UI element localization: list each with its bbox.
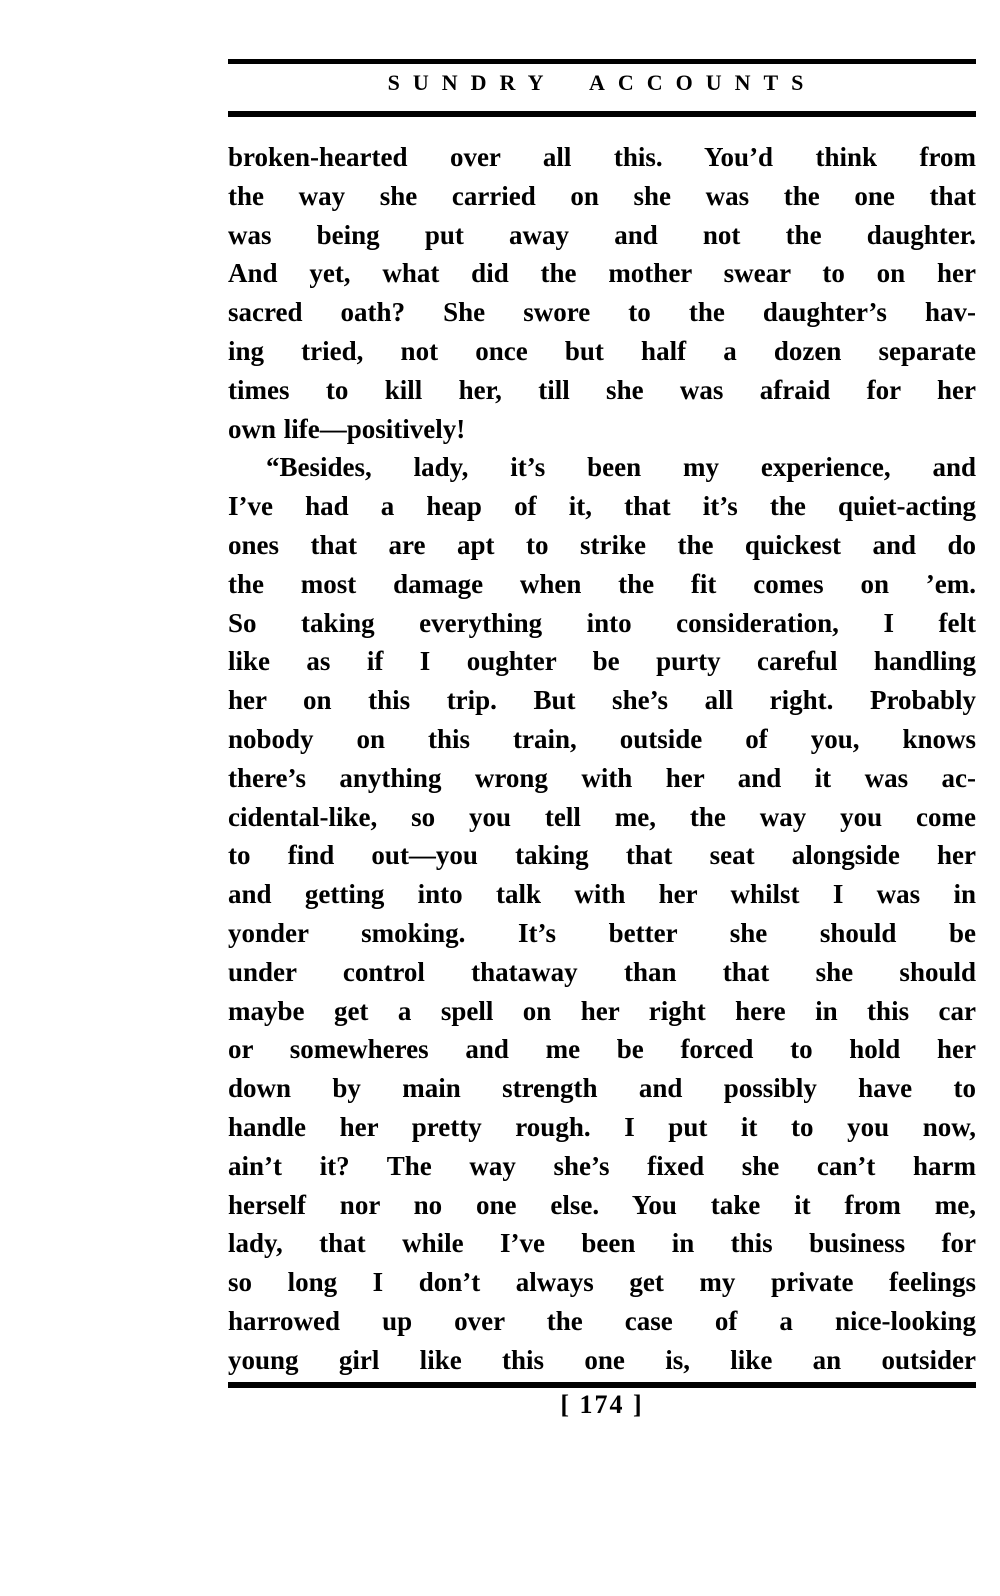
text-line: So taking everything into consideration, I felt (228, 607, 976, 638)
text-line: the most damage when the fit comes on ’em. (228, 568, 976, 599)
text-line: to find out—you taking that seat alongside her (228, 840, 976, 871)
header-bottom-rule (228, 111, 976, 117)
page-number: [ 174 ] (560, 1390, 644, 1419)
text-line: and getting into talk with her whilst I was in (228, 879, 976, 910)
text-line: I’ve had a heap of it, that it’s the quiet-acting (228, 491, 976, 522)
body-text (228, 138, 976, 1380)
text-line: ain’t it? The way she’s fixed she can’t harm (228, 1150, 976, 1181)
text-line: lady, that while I’ve been in this business for (228, 1228, 976, 1259)
text-line: And yet, what did the mother swear to on her (228, 258, 976, 289)
text-line: ing tried, not once but half a dozen separate (228, 335, 976, 366)
running-head-title: SUNDRY ACCOUNTS (387, 70, 817, 95)
text-line: broken-hearted over all this. You’d think from (228, 142, 976, 172)
text-line: maybe get a spell on her right here in this car (228, 995, 976, 1026)
text-line: ones that are apt to strike the quickest and do (228, 529, 976, 560)
header-top-rule (228, 59, 976, 64)
text-line: there’s anything wrong with her and it was ac- (228, 762, 976, 793)
text-line: like as if I oughter be purty careful handling (228, 646, 976, 677)
text-line: the way she carried on she was the one that (228, 180, 976, 211)
text-line: times to kill her, till she was afraid for her (228, 374, 976, 405)
text-line: young girl like this one is, like an outsider (228, 1344, 976, 1375)
text-line: handle her pretty rough. I put it to you now, (228, 1111, 976, 1142)
text-line: yonder smoking. It’s better she should be (228, 917, 976, 948)
text-line: or somewheres and me be forced to hold her (228, 1034, 976, 1065)
text-line: cidental-like, so you tell me, the way you come (228, 801, 976, 832)
text-line: so long I don’t always get my private feelings (228, 1267, 976, 1298)
text-line: herself nor no one else. You take it from me, (228, 1189, 976, 1220)
text-line: sacred oath? She swore to the daughter’s hav- (228, 297, 976, 328)
text-line: own life—positively! (228, 413, 466, 444)
text-line: was being put away and not the daughter. (228, 219, 976, 250)
text-line: her on this trip. But she’s all right. Probably (228, 685, 976, 716)
text-line: “Besides, lady, it’s been my experience, and (266, 452, 976, 483)
footer-rule (228, 1382, 976, 1388)
text-line: harrowed up over the case of a nice-looking (228, 1305, 976, 1336)
text-line: down by main strength and possibly have to (228, 1073, 976, 1104)
text-line: under control thataway than that she should (228, 956, 976, 987)
text-line: nobody on this train, outside of you, knows (228, 723, 976, 754)
